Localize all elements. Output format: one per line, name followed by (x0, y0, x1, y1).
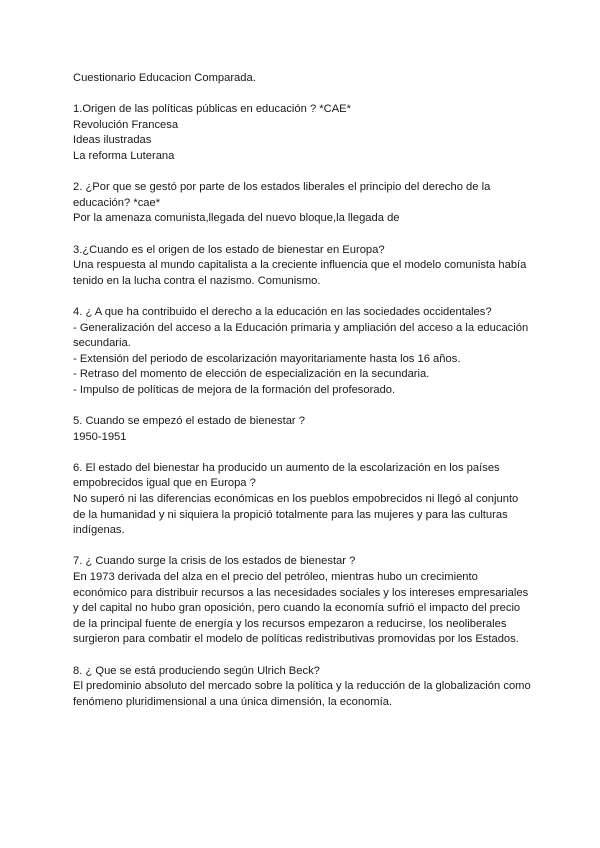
document-title: Cuestionario Educacion Comparada. (73, 72, 256, 84)
question-block-1 (73, 102, 533, 164)
question-text: 5. Cuando se empezó el estado de bienestar ? (73, 415, 305, 428)
answer-line: En 1973 derivada del alza en el precio del petróleo, mientras hubo un crecimiento económico para distribuir recursos a las necesidades sociales y los intereses empresariales y del capital no hubo gran oposición, pero cuando la economía sufrió el impacto del precio de la principal fuente de energía y los recursos empezaron a reducirse, los neoliberales surgieron para combatir el modelo de políticas redistributivas promovidas por los Estados. (73, 571, 529, 646)
answer-line: No superó ni las diferencias económicas en los pueblos empobrecidos ni llegó al conjunto de la humanidad y ni siquiera la propició totalmente para las mujeres y para las culturas indígenas. (73, 493, 519, 537)
answer-line: La reforma Luterana (73, 149, 175, 162)
answer-line: - Generalización del acceso a la Educación primaria y ampliación del acceso a la educación secundaria. (73, 321, 529, 350)
document-page (73, 71, 533, 726)
question-block-8 (73, 664, 533, 711)
question-text: 2. ¿Por que se gestó por parte de los estados liberales el principio del derecho de la educación? *cae* (73, 181, 491, 209)
question-text: 1.Origen de las políticas públicas en educación ? *CAE* (73, 103, 351, 116)
question-block-5 (73, 414, 533, 445)
answer-line: Una respuesta al mundo capitalista a la creciente influencia que el modelo comunista había tenido en la lucha contra el nazismo. Comunismo. (73, 259, 527, 287)
question-block-6 (73, 461, 533, 539)
answer-line: - Extensión del periodo de escolarización mayoritariamente hasta los 16 años. (73, 352, 461, 365)
answer-line: El predominio absoluto del mercado sobre la política y la reducción de la globalización como fenómeno pluridimensional a una única dimensión, la economía. (73, 680, 531, 708)
answer-line: Por la amenaza comunista,llegada del nuevo bloque,la llegada de (73, 212, 400, 225)
question-block-3 (73, 243, 533, 290)
question-text: 7. ¿ Cuando surge la crisis de los estados de bienestar ? (73, 555, 356, 568)
question-text: 3.¿Cuando es el origen de los estado de bienestar en Europa? (73, 243, 385, 256)
answer-line: 1950-1951 (73, 430, 127, 443)
answer-line: - Retraso del momento de elección de especialización en la secundaria. (73, 368, 430, 381)
question-text: 6. El estado del bienestar ha producido un aumento de la escolarización en los países empobrecidos igual que en Europa ? (73, 461, 500, 490)
question-block-4 (73, 305, 533, 399)
answer-line: Ideas ilustradas (73, 134, 152, 147)
question-block-2 (73, 180, 533, 227)
question-text: 4. ¿ A que ha contribuido el derecho a la educación en las sociedades occidentales? (73, 305, 492, 318)
question-block-7 (73, 554, 533, 648)
answer-line: - Impulso de políticas de mejora de la formación del profesorado. (73, 383, 396, 396)
answer-line: Revolución Francesa (73, 118, 179, 131)
question-text: 8. ¿ Que se está produciendo según Ulrich Beck? (73, 664, 320, 677)
